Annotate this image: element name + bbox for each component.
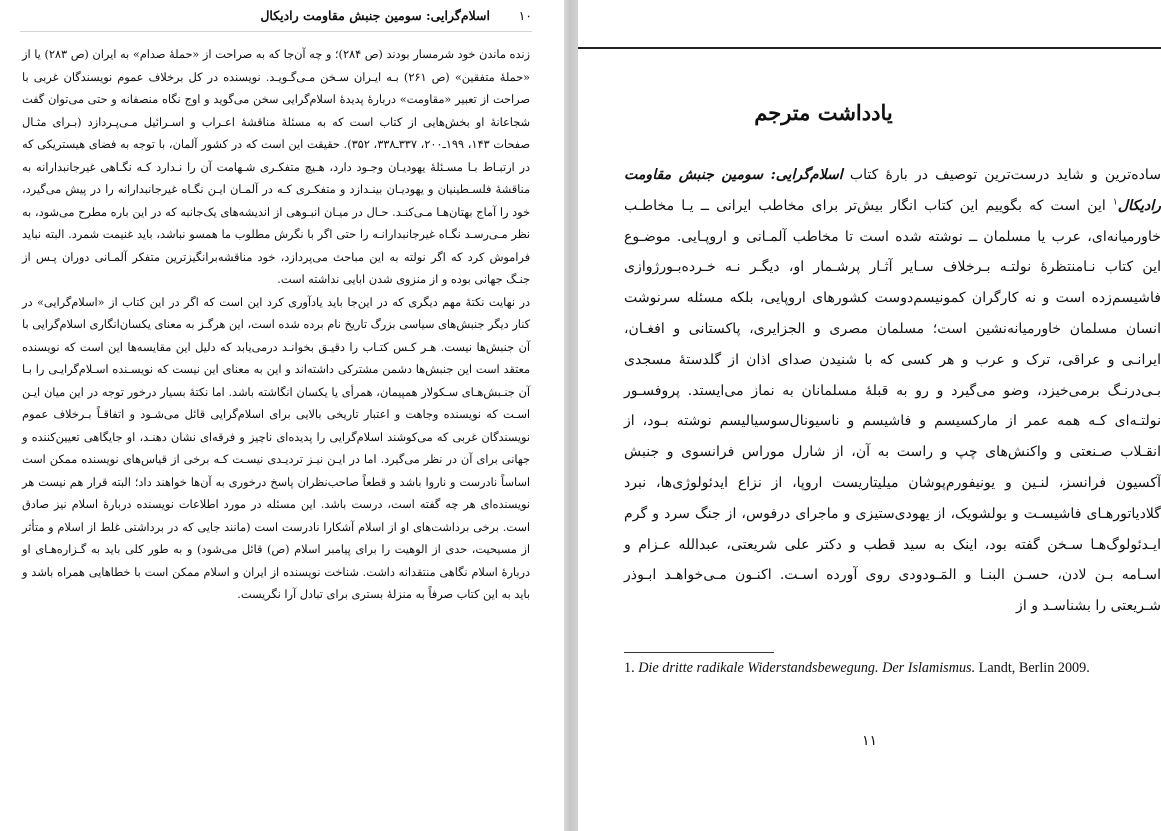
book-gutter	[564, 0, 578, 831]
page-number: ۱۰	[518, 8, 532, 23]
running-header	[30, 8, 532, 28]
left-page	[0, 0, 564, 831]
footnote-marker[interactable]: ۱	[1112, 197, 1118, 208]
footnote-title: Die dritte radikale Widerstandsbewegung. Der Islamismus.	[638, 660, 976, 676]
book-title-subtitle: : سومین جنبش مقاومت رادیکال	[624, 167, 1161, 214]
paragraph: در نهایت نکتهٔ مهم دیگری که در این‌جا باید یادآوری کرد این است که اگر در این کتاب از «اسلام‌گرایی» در کنار دیگر جنبش‌های سیاسی بزرگ تاریخ نام برده شده است، این هرگـز به معنای یکسان‌انگاری اسلام‌گرایی با آن جنبش‌ها نیست. هـر کـس کتـاب را دقیـق بخوانـد درمی‌یابد که دلیل این مقایسه‌ها این است که نویسنده معتقد است این جنبش‌ها دشمن مشترکی داشته‌اند و این به معنای این نیست که نویسـنده اسـلام‌گرایـی را بـا آن جنـبش‌هـای سـکولار همپیمان، همرأی یا یکسان انگاشته باشد. اما نکتهٔ بسیار درخور توجه در این میان ایـن اسـت که نویسنده وجاهت و اعتبار تاریخی بالایی برای اسلام‌گرایی قائل می‌شـود و اتفاقـاً بـرخلاف عموم نویسندگان غربی که می‌کوشند اسلام‌گرایی را پدیده‌ای ناچیز و فرقه‌ای نشان دهنـد، او جایگاهی تعیین‌کننده و جهانی برای آن در نظر می‌گیرد. اما در ایـن نیـز تردیـدی نیسـت کـه برخی از قیاس‌های نویسنده ممکن است اساساً نادرست و ناروا باشد و قطعاً صاحب‌نظران پاسخ درخوری به آن‌ها خواهند داد؛ البته قرار هم نیست هر نویسنده‌ای هر چه گفته است، درست باشد. این مسئله در مورد اطلاعات نویسنده دربارهٔ اسلام نیز صادق است. برخی برداشت‌های او از اسلام آشکارا نادرست است (مانند جایی که در برداشتی غلط از اسلام و متأثر از مسیحیت، حدی از الوهیت را برای پیامبر اسلام (ص) قائل می‌شود) و به طور کلی باید به گـزاره‌هـای او دربارهٔ اسلام نگاهی منتقدانه داشت. شناخت نویسنده از ایران و اسلام ممکن است با خطاهایی همراه باشد و باید به این کتاب صرفاً به منزلهٔ بستری برای تبادل آرا نگریست.	[22, 295, 530, 601]
header-divider	[20, 31, 532, 32]
top-rule	[578, 47, 1161, 49]
body-text	[624, 160, 1161, 622]
page-number: ۱۱	[861, 733, 878, 749]
body-text	[22, 44, 530, 607]
book-title-main: اسلام‌گرایی	[775, 167, 843, 183]
footnote-divider	[624, 652, 774, 653]
right-page	[578, 0, 1161, 831]
paragraph: زنده ماندن خود شرمسار بودند (ص ۲۸۴)؛ و چه آن‌جا که به صراحت از «حملهٔ صدام» به ایران (ص ۲۸۳) یا از «حملهٔ متفقین» (ص ۲۶۱) بـه ایـران سـخن مـی‌گـویـد. نویسنده در کل برخلاف عموم نویسندگان غربی با صراحت از تعبیر «مقاومت» دربارهٔ پدیدهٔ اسلام‌گرایی سخن می‌گوید و اوج نگاه منصفانه و حتی می‌توان گفت شجاعانهٔ او بخش‌هایی از کتاب است که به مسئلهٔ مناقشهٔ اعـراب و اسـرائیل مـی‌پـردازد (بـرای مثـال صفحات ۱۴۳، ۱۹۹ـ۲۰۰، ۳۳۷ـ۳۳۸، ۳۵۲). حقیقت این است که در کشور آلمان، با توجه به فضای هیستریکی که در ارتبـاط بـا مسـئلهٔ یهودیـان وجـود دارد، هـیچ متفکـری شـهامت آن را نـدارد کـه نگـاهی غیرجانبدارانه به مناقشهٔ فلسـطینیان و یهودیـان بینـدازد و متفکـری کـه در آلمـان ایـن نگـاه غیرجانبدارانه را در پیش می‌گیرد، خود را آماج بهتان‌هـا مـی‌کنـد. حـال در میـان انبـوهی از اندیشه‌های یک‌جانبه که در این باره مطرح می‌شود، به نظر مـی‌رسـد نگـاه غیرجانبدارانـه را حتی اگر با نگرش مطلوب ما همسو نباشد، باید غنیمت شمرد. البته نباید فراموش کرد که اگر نولته به این مباحث می‌پردازد، خود مناقشه‌برانگیزترین متفکر آلمـانی دوران پـس از جنـگ جهانی بوده و از منزوی شدن ابایی نداشته است.	[22, 48, 530, 286]
text-run: ساده‌ترین و شاید درست‌ترین توصیف در بارهٔ کتاب	[842, 167, 1161, 183]
footnote-number: 1.	[624, 660, 639, 676]
footnote-publisher: Landt, Berlin 2009.	[975, 660, 1090, 676]
text-run: این است که بگوییم این کتاب انگار بیش‌تر برای مخاطب ایرانی ــ یـا مخاطـب خاورمیانه‌ای، عرب یا مسلمان ــ نوشته شده است تا مخاطب آلمـانی و اروپـایی. موضـوع این کتاب نـامنتظرهٔ نولتـه بـرخلاف سـایر آثـار پرشـمار او، دیگـر نـه خـرده‌بـورژوازی فاشیسم‌زده است و نه کارگران کمونیسم‌دوست کشورهای اروپایی، بلکه مسئله سرنوشت انسان مسلمان خاورمیانه‌نشین است؛ مسلمان مصری و الجزایری، پاکستانی و افغـان، ایرانـی و عراقی، ترک و عرب و هر کسی که با شنیدن صدای اذان از گلدستهٔ مسجدی بـی‌درنـگ برمی‌خیزد، وضو می‌گیرد و رو به قبلهٔ مسلمانان به نماز می‌ایستد. پروفسـور نولتـه‌ای کـه همه عمر از مارکسیسم و فاشیسم و ناسیونال‌سوسیالیسم نوشته بـود، از انقـلاب صـنعتی و واکنش‌های چپ و راست به آن، از شارل موراس فرانسوی و جنبش آکسیون فرانسز، لنـین و یونیفورم‌پوشان میلیتاریست اروپا، از نزاع ایدئولوژی‌ها، نبرد گلادیاتورهـای فاشیسـت و بولشویک، از یهودی‌ستیزی و ماجرای درفوس، از جنگ سرد و گرم ایـدئولوگ‌هـا سـخن گفته بود، اینک به سید قطب و دکتر علی شریعتی، عبدالله عـزام و اسـامه بـن لادن، حسـن البنـا و المَـودودی روی آورده اسـت. اکنـون مـی‌خواهـد ابـوذر شـریعتی را بشناسـد و از	[624, 197, 1161, 615]
paragraph	[624, 160, 1161, 622]
footnote	[624, 660, 1159, 677]
running-header-title: اسلام‌گرایی: سومین جنبش مقاومت رادیکال	[260, 8, 490, 23]
chapter-title: یادداشت مترجم	[754, 100, 893, 125]
